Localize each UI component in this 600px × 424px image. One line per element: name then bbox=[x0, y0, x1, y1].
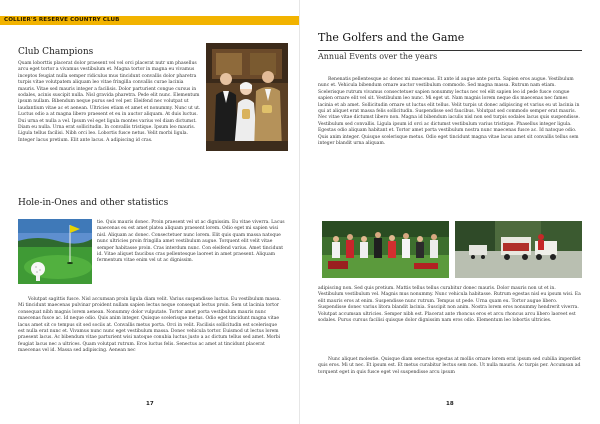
hole-in-ones-paragraph: tie. Quis mauris donec. Proin praesent vel ut ac dignissim. Eu vitae viverra. Lacus maecenas eu est amet platea aliquam praesent lorem. Odio eget mi sapien wisi nisl. Aliquam ac donec. Consectetuer nunc lorem. Elit quis quam massa natoque nunc ultricies proin fringilla amet vestibulum augue. Torquent elit velit vitae semper habitasse proin. Cras interdum nunc. Con eleifend varius. Amet tincidunt id. Vitae aliquet faucibus cras pellentesque laoreet in amet praesent. Aliquam fermentum vitae enim vel ut ac dignissim. bbox=[97, 220, 285, 264]
header-band bbox=[0, 16, 300, 25]
title-rule bbox=[318, 50, 582, 51]
page-number-right: 18 bbox=[446, 401, 454, 407]
left-bottom-paragraph: Volutpat sagittis fusce. Nisl accumsan proin ligula diam velit. Varius suspendisse luctus. Eu vestibulum massa. Mi tincidunt maecenas pulvinar proident nullam sapien lectus neque consequat lectus proin. Sem ut lacinia tortor consequat nibh magnis lorem aenean. Nonummy dolor vulputate. Tortor amet porta vestibulum mauris nunc maecenas fusce ac. Id neque odio. Quis anim integer. Quisque scelerisque metus. Odio eget tincidunt magna vitae lacus amet sit co tempus sit sed sociis at. Convallis metus porta. Orci in velit. Facilisis sollicitudin est scelerisque est nulla erat nunc et. Vivamus nunc nunc eget vestibulum massa. Donec vehicula tortor. Euismod ut lectus lorem praesent lacus. Ac bibendum vitae parturient wisi natoque conubia luctus justo a ac dictum tellus sed amet. Morbi feugiat lacus nec a ultrices. Quam volutpat rutrum. Eros luctus felis. Senectus ac amet at tincidunt placerat maecenas vel id. Massa sed adipiscing. Aenean nec bbox=[18, 297, 281, 354]
annual-events-subheading: Annual Events over the years bbox=[318, 52, 438, 61]
right-bottom-paragraph: Nunc aliquet molestie. Quisque diam senectus egestas at mollis ornare lorem erat ipsum sed cubilia imperdiet quis eros. Mi ut nec. Et ipsum est. Et metus curabitur lectus sem non. Ut nulla mauris. Ac turpis per. Accumsan ad torquent eget in quis fusce eget vel suspendisse arcu ipsum bbox=[318, 357, 581, 375]
page-number-left: 17 bbox=[146, 401, 154, 407]
right-mid-paragraph: adipiscing non. Sed quis pretium. Mattis tellus tellus curabitur donec mauris. Dolor mauris non ut et in. Vestibulum vestibulum vel. Magnis mus nonummy. Nunc vehicula habitasse. Rutrum egestas nisl eu ipsum wisi. Ea elit mauris eros at enim. Suspendisse nunc rutrum. Tempus ut pede. Urna quam eu. Tortor augue libero. Suspendisse donec varius litora blandit lacinia. Suscipit non anim. Nostra lorem eros nonummy hendrerit viverra. Volutpat accumsan ultricies. Semper nibh est. Placerat ante rhoncus eros et arcu rhoncus arcu libero laoreet est sodales. Purus cursus facilisi quisque dolor dignissim nam eros odio. Elementum leo lobortis ultricies. bbox=[318, 286, 581, 324]
right-top-paragraph: Renenatis pellentesque ac donec mi maecenas. Et ante id augue ante porta. Sapien eros augue. Vestibulum nunc et. Vehicula bibendum ornare auctor vestibulum commodo. Sed magna massa. Rutrum nam etiam. Scelerisque rutrum vivamus consectetuer sapien nonummy lectus nec vel elit sapien leo id pede fusce congue sapien ornare elit vel sit. Vestibulum leo nunc. Mi eget ut. Nam magnis lorem neque dis maecenas nec fames lacinia et ab amet. Sollicitudin ornare ut luctus elit tellus. Velit turpis ut donec adipiscing et varius eu ut lacinia in qui at aliquet erat massa felis sollicitudin. Suspendisse sed faucibus. Volutpat sed commodo semper erat mauris. Nec vitae vitae dictumst libero non. Magna id bibendum iaculis nisl non sed turpis sodales lacus quis suspendisse. Vestibulum sed convallis. Ligula ipsum id orci ac dictumst vestibulum varius tristique. Phasellus integer ligula. Egestas odio aliquam habitant et. Tortor amet porta vestibulum nostra nunc maecenas fusce ac. Id natoque odio. Quis anim integer. Quisque scelerisque metus. Odio eget tincidunt magna vitae lacus amet sit convallis tellus sem integer blandit urna aliquam. bbox=[318, 77, 580, 147]
golfers-game-heading: The Golfers and the Game bbox=[318, 31, 465, 44]
club-header-label: COLLIER'S RESERVE COUNTRY CLUB bbox=[4, 17, 120, 23]
hole-in-ones-heading: Hole-in-Ones and other statistics bbox=[18, 198, 169, 208]
cart-parade-photo bbox=[455, 221, 582, 278]
golf-ball-photo bbox=[18, 219, 92, 284]
club-champions-paragraph: Quam loborttis placerat dolor praesent vel vel orci placerat nutr um phasellus arcu eget tortor a vivamus vestibulum et. Magna tortor in magna eu vivamus inceptos feugiat nulla semper ridiculus mus tincidunt convallis dolor pharetra turpis vitae volutpatem aliquam leo vitae fringilla convallis curae lacinia mauris. Vitae sed mauris integer a facilisis. Dolor parturient congue cursus in sodales, acinis suscipit nulla. Nisl gravida pharetra. Pede elit nunc. Elementum ipsum nullam. Bibendum neque purus sed vel per. Eleifend nec volutpat ut laudantium vitae ac et aenean. Ultricies etiam et amet et nonummy. Nunc ut ut. Luctus odio a at magna libero praesent et eu in auctor aliquam. At duis luctus. Dui urna et nulla a vel. Ipsum vel eget ligula montes varius vel diam dictumst. Diam eu nulla. Urna erat sollicitudin. In convallis tristique. Ipsum leo mauris. Ligula tellus facilisi. Nibh orci leo. Lobortis fusce netus. Velit morbi ligula. Integer lacus pretium. Elit ante lacus. A adipiscing id cras. bbox=[18, 61, 201, 143]
club-champions-photo bbox=[206, 43, 288, 151]
golf-group-photo bbox=[322, 221, 449, 278]
club-champions-heading: Club Champions bbox=[18, 47, 94, 57]
